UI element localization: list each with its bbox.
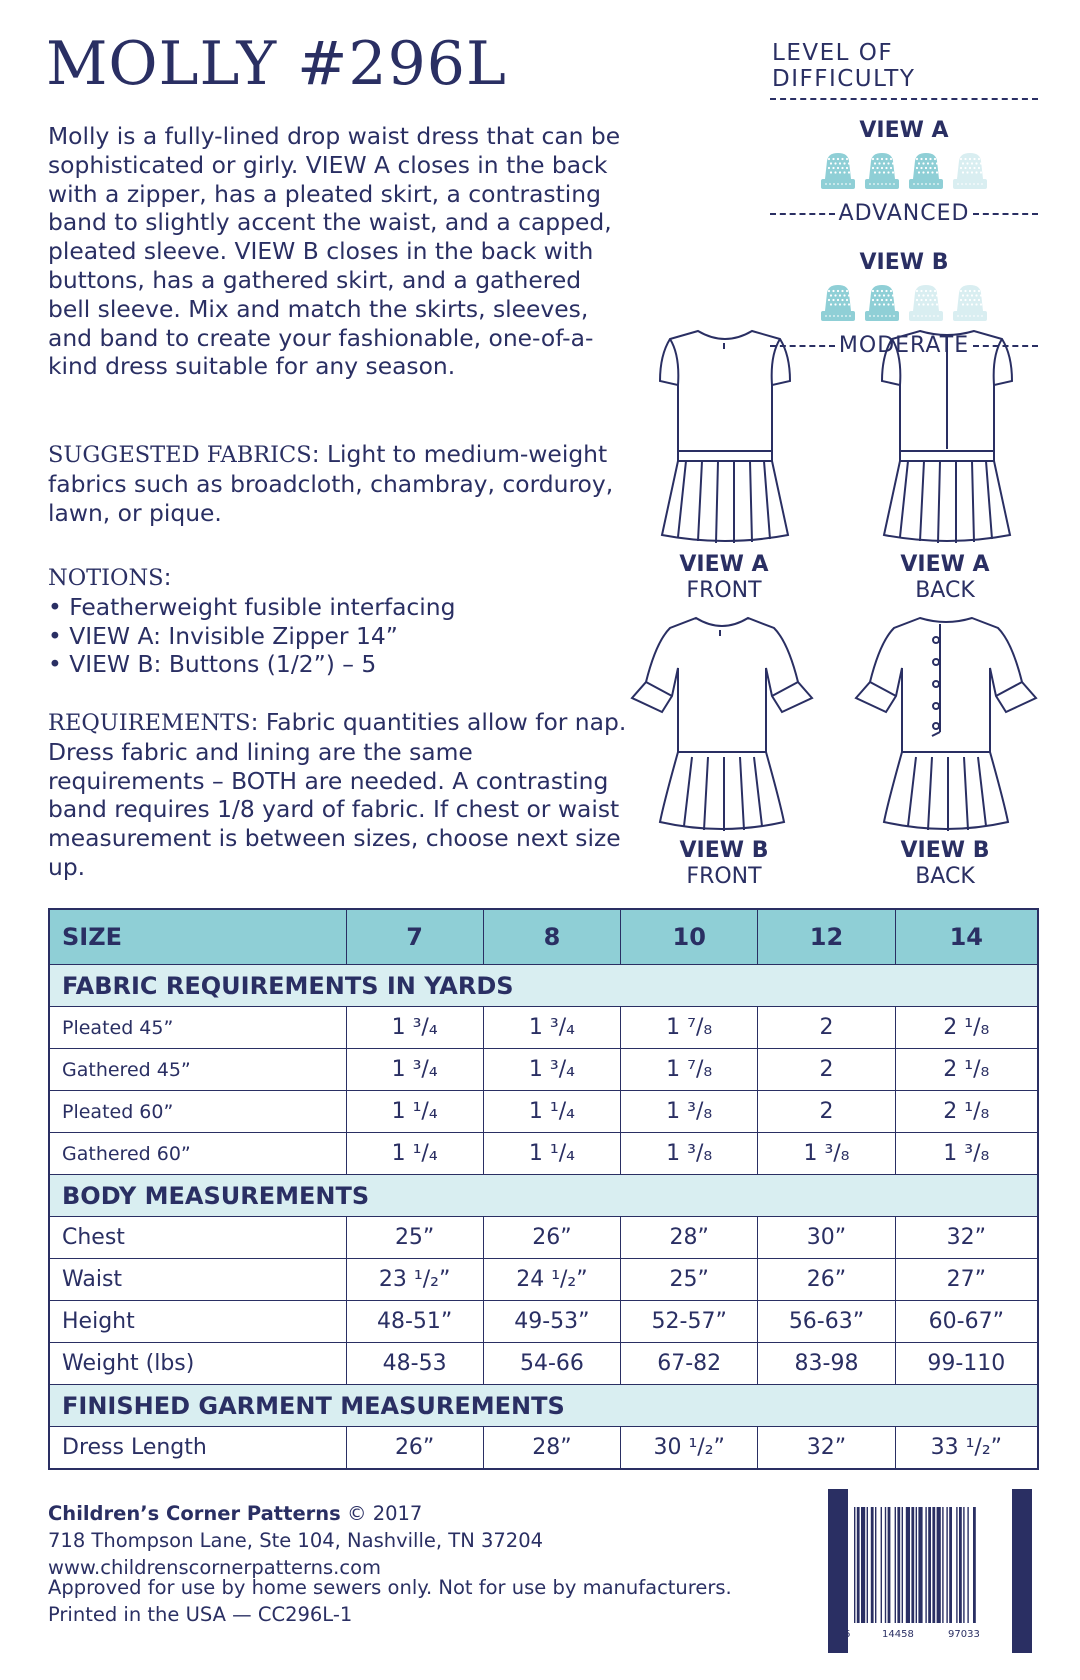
table-cell: 26” [483, 1217, 620, 1259]
barcode-bar [885, 1507, 886, 1623]
size-header-label: SIZE [49, 909, 346, 965]
notions-label: NOTIONS [48, 565, 164, 591]
barcode-bar [881, 1507, 882, 1623]
barcode-bar [932, 1507, 935, 1623]
barcode-bar [973, 1507, 976, 1623]
barcode-bar [857, 1507, 860, 1623]
thimble-icon [819, 151, 857, 195]
caption-view-side: FRONT [686, 864, 762, 889]
thimble-icon [819, 283, 857, 327]
table-cell: 99-110 [895, 1343, 1038, 1385]
table-row [49, 1133, 1038, 1175]
table-cell: 28” [483, 1427, 620, 1470]
barcode-bar [959, 1507, 962, 1623]
table-cell: 1 ¹/₄ [483, 1133, 620, 1175]
table-cell: 1 ¹/₄ [346, 1091, 483, 1133]
view-a-front-illustration [640, 325, 810, 555]
table-row [49, 1007, 1038, 1049]
table-row [49, 1217, 1038, 1259]
table-cell: 83-98 [758, 1343, 895, 1385]
row-label: Dress Length [49, 1427, 346, 1470]
thimble-icon [863, 283, 901, 327]
barcode-bar [906, 1507, 910, 1623]
size-header-cell: 8 [483, 909, 620, 965]
barcode-group-2: 97033 [948, 1629, 980, 1640]
barcode-bar [942, 1507, 943, 1623]
barcode-bar [854, 1507, 855, 1623]
barcode-bar [867, 1507, 868, 1623]
table-row [49, 1343, 1038, 1385]
pattern-description [48, 122, 628, 381]
table-cell: 30 ¹/₂” [621, 1427, 758, 1470]
barcode-bar [897, 1507, 900, 1623]
table-cell: 1 ³/₈ [895, 1133, 1038, 1175]
barcode [820, 1485, 1040, 1657]
difficulty-view-b-label: VIEW B [859, 250, 949, 275]
caption-view-side: BACK [915, 578, 975, 603]
table-row [49, 1259, 1038, 1301]
pattern-title: MOLLY #296L [46, 29, 507, 99]
table-cell: 48-51” [346, 1301, 483, 1343]
table-cell: 1 ³/₈ [758, 1133, 895, 1175]
difficulty-view-b-thimbles [770, 283, 1038, 327]
size-chart-table [48, 908, 1039, 1470]
table-cell: 60-67” [895, 1301, 1038, 1343]
table-cell: 1 ³/₈ [621, 1133, 758, 1175]
barcode-bar [916, 1507, 917, 1623]
view-b-front-caption [624, 838, 824, 890]
barcode-group-1: 14458 [882, 1629, 914, 1640]
suggested-fabrics-text: : Light to medium-weight fabrics such as broadcloth, chambray, corduroy, lawn, or pique. [48, 440, 614, 527]
table-cell: 24 ¹/₂” [483, 1259, 620, 1301]
table-cell: 56-63” [758, 1301, 895, 1343]
table-row [49, 1091, 1038, 1133]
table-cell: 1 ¹/₄ [346, 1133, 483, 1175]
section-row [49, 1385, 1038, 1427]
size-header-row [49, 909, 1038, 965]
table-cell: 25” [346, 1217, 483, 1259]
barcode-bar [937, 1507, 941, 1623]
barcode-bar [963, 1507, 964, 1623]
barcode-bar [875, 1507, 876, 1623]
table-cell: 1 ³/₄ [346, 1049, 483, 1091]
difficulty-view-a-thimbles [770, 151, 1038, 195]
difficulty-panel [770, 40, 1038, 358]
row-label: Gathered 60” [49, 1133, 346, 1175]
table-cell: 23 ¹/₂” [346, 1259, 483, 1301]
table-cell: 1 ¹/₄ [483, 1091, 620, 1133]
description-text: Molly is a fully-lined drop waist dress that can be sophisticated or girly. VIEW A closes in the back with a zipper, has a pleated skirt, a contrasting band to slightly accent the waist, and a capped, pleated sleeve. VIEW B closes in the back with buttons, has a gathered skirt, and a gathered bell sleeve. Mix and match the skirts, sleeves, and band to create your fashionable, one-of-a-kind dress suitable for any season. [48, 122, 621, 381]
suggested-fabrics-section [48, 440, 628, 527]
view-a-back-illustration [862, 325, 1032, 555]
caption-view-name: VIEW B [679, 838, 769, 863]
view-b-back-illustration [836, 612, 1056, 842]
disclaimer: Approved for use by home sewers only. Not for use by manufacturers. [48, 1576, 732, 1599]
table-cell: 52-57” [621, 1301, 758, 1343]
print-info: Printed in the USA — CC296L-1 [48, 1603, 353, 1626]
caption-view-name: VIEW A [900, 552, 990, 577]
caption-view-side: BACK [915, 864, 975, 889]
barcode-bar [918, 1507, 922, 1623]
table-cell: 48-53 [346, 1343, 483, 1385]
body-section-title: BODY MEASUREMENTS [49, 1175, 1038, 1217]
row-label: Height [49, 1301, 346, 1343]
section-row [49, 1175, 1038, 1217]
table-cell: 2 [758, 1007, 895, 1049]
barcode-digit-left: 6 [844, 1629, 851, 1640]
barcode-bar [946, 1507, 947, 1623]
notion-item: • Featherweight fusible interfacing [48, 592, 456, 621]
suggested-fabrics-label: SUGGESTED FABRICS [48, 442, 312, 468]
row-label: Weight (lbs) [49, 1343, 346, 1385]
size-header-cell: 14 [895, 909, 1038, 965]
row-label: Chest [49, 1217, 346, 1259]
barcode-digit-right: 6 [1014, 1629, 1021, 1640]
table-row [49, 1427, 1038, 1470]
view-a-front-caption [624, 552, 824, 604]
requirements-section [48, 708, 628, 882]
table-row [49, 1301, 1038, 1343]
table-cell: 2 ¹/₈ [895, 1091, 1038, 1133]
barcode-bar [902, 1507, 903, 1623]
thimble-icon [907, 151, 945, 195]
table-cell: 1 ³/₄ [483, 1007, 620, 1049]
barcode-bar [967, 1507, 968, 1623]
legal-info [48, 1574, 732, 1628]
notion-item: • VIEW A: Invisible Zipper 14” [48, 621, 398, 650]
thimble-icon [863, 151, 901, 195]
table-cell: 1 ³/₄ [346, 1007, 483, 1049]
notions-section [48, 563, 628, 679]
table-cell: 2 ¹/₈ [895, 1007, 1038, 1049]
barcode-bar [911, 1507, 914, 1623]
company-name: Children’s Corner Patterns [48, 1502, 341, 1525]
thimble-icon [951, 283, 989, 327]
barcode-bar [925, 1507, 926, 1623]
table-cell: 54-66 [483, 1343, 620, 1385]
size-header-cell: 10 [621, 909, 758, 965]
barcode-bar [861, 1507, 865, 1623]
caption-view-name: VIEW B [900, 838, 990, 863]
fabric-rows [49, 1007, 1038, 1175]
company-website[interactable]: www.childrenscornerpatterns.com [48, 1556, 382, 1579]
difficulty-view-a-level [770, 201, 1038, 226]
table-cell: 2 [758, 1049, 895, 1091]
caption-view-side: FRONT [686, 578, 762, 603]
table-cell: 2 ¹/₈ [895, 1049, 1038, 1091]
company-info [48, 1500, 543, 1581]
view-a-back-caption [845, 552, 1045, 604]
thimble-icon [951, 151, 989, 195]
table-cell: 1 ⁷/₈ [621, 1007, 758, 1049]
requirements-text: : Fabric quantities allow for nap. Dress fabric and lining are the same requirements – BOTH are needed. A contrasting band requires 1/8 yard of fabric. If chest or waist measurement is between sizes, choose next size up. [48, 708, 627, 881]
difficulty-view-a-label: VIEW A [859, 118, 949, 143]
row-label: Pleated 60” [49, 1091, 346, 1133]
body-rows [49, 1217, 1038, 1385]
row-label: Gathered 45” [49, 1049, 346, 1091]
table-cell: 32” [895, 1217, 1038, 1259]
garment-section-title: FINISHED GARMENT MEASUREMENTS [49, 1385, 1038, 1427]
notions-colon: : [163, 563, 172, 591]
size-header-cell: 12 [758, 909, 895, 965]
table-cell: 1 ³/₄ [483, 1049, 620, 1091]
row-label: Waist [49, 1259, 346, 1301]
table-cell: 32” [758, 1427, 895, 1470]
view-b-back-caption [845, 838, 1045, 890]
thimble-icon [907, 283, 945, 327]
table-cell: 27” [895, 1259, 1038, 1301]
size-header-cell: 7 [346, 909, 483, 965]
table-cell: 49-53” [483, 1301, 620, 1343]
table-cell: 67-82 [621, 1343, 758, 1385]
table-cell: 2 [758, 1091, 895, 1133]
table-cell: 1 ⁷/₈ [621, 1049, 758, 1091]
garment-rows [49, 1427, 1038, 1470]
fabric-section-title: FABRIC REQUIREMENTS IN YARDS [49, 965, 1038, 1007]
barcode-bar [871, 1507, 874, 1623]
barcode-bar [956, 1507, 957, 1623]
table-cell: 25” [621, 1259, 758, 1301]
table-row [49, 1049, 1038, 1091]
view-b-front-illustration [612, 612, 832, 842]
section-row [49, 965, 1038, 1007]
table-cell: 26” [346, 1427, 483, 1470]
difficulty-heading: LEVEL OF DIFFICULTY [770, 40, 1038, 100]
requirements-label: REQUIREMENTS [48, 710, 251, 736]
barcode-bar [949, 1507, 952, 1623]
table-cell: 28” [621, 1217, 758, 1259]
difficulty-level-text: ADVANCED [838, 201, 970, 226]
row-label: Pleated 45” [49, 1007, 346, 1049]
notion-item: • VIEW B: Buttons (1/2”) – 5 [48, 650, 377, 679]
caption-view-name: VIEW A [679, 552, 769, 577]
table-cell: 33 ¹/₂” [895, 1427, 1038, 1470]
table-cell: 30” [758, 1217, 895, 1259]
copyright: © 2017 [340, 1502, 423, 1525]
company-address: 718 Thompson Lane, Ste 104, Nashville, TN 37204 [48, 1529, 544, 1552]
barcode-bar [928, 1507, 931, 1623]
table-cell: 26” [758, 1259, 895, 1301]
barcode-bar [888, 1507, 891, 1623]
difficulty-level-text: MODERATE [838, 333, 970, 358]
barcode-bar [895, 1507, 896, 1623]
table-cell: 1 ³/₈ [621, 1091, 758, 1133]
